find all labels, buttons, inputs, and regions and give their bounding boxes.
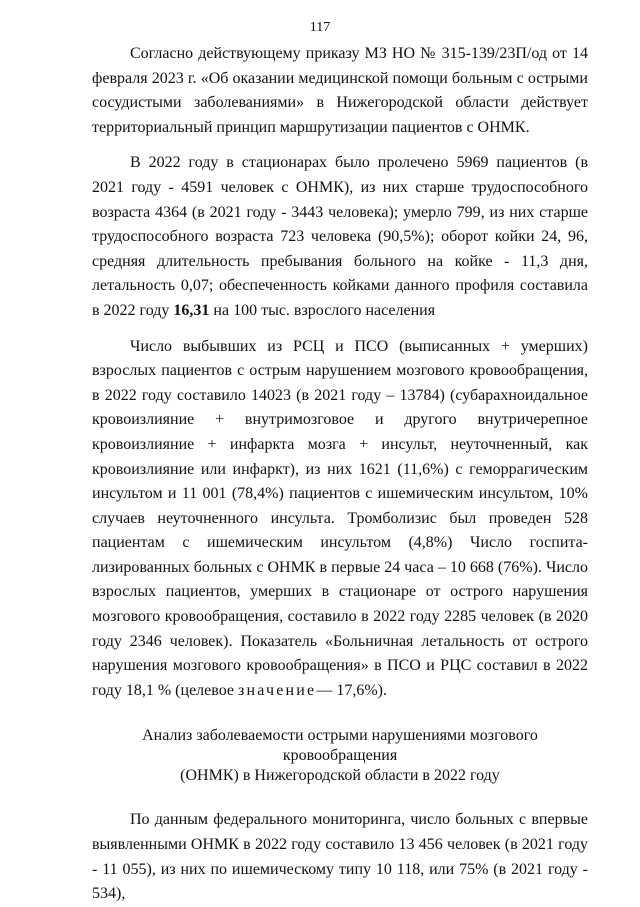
target-value: — 17,6%). — [316, 681, 387, 699]
paragraph-hospital-stats — [92, 151, 588, 323]
paragraph-hospital-stats-text: В 2022 году в стационарах было пролечено 5969 пациентов (в 2021 году - 4591 человек с ОНМК), из них старше трудоспособного возраста 4364 (в 2021 году - 3443 человека); умерло 799, из них старше трудоспособного возраста 723 человека (90,5%); оборот койки 24, 96, средняя длительность пребывания больного на койке - 11,3 дня, летальность 0,07; обеспеченность койками данного профиля составила в 2022 году — [92, 154, 588, 319]
target-value-label: значение — [238, 681, 317, 699]
page-number: 117 — [309, 20, 331, 35]
document-body — [92, 42, 588, 907]
paragraph-order: Согласно действующему приказу МЗ НО № 315-139/23П/од от 14 февраля 2023 г. «Об оказании медицинской помощи больным с острыми сосудистыми заболеваниями» в Нижегородской области действует территориальный принцип маршрутизации пациентов с ОНМК. — [92, 45, 588, 136]
paragraph-hospital-stats-tail: на 100 тыс. взрослого населения — [209, 301, 436, 319]
section-heading — [92, 726, 588, 786]
paragraph-discharged-patients — [92, 335, 588, 704]
paragraph-discharged-text: Число выбывших из РСЦ и ПСО (выписанных + умерших) взрослых пациентов с острым нарушением мозгового кровообращения, в 2022 году составило 14023 (в 2021 году – 13784) (субарахноидальное кровоизлияние + внутримозговое и другого внутричерепное кровоизлияние + инфаркта мозга + инсульт, неуточненный, как кровоизлияние или инфаркт), из них 1621 (11,6%) с геморрагическим инсультом и 11 001 (78,4%) пациентов с ишемическим инсультом, 10% случаев неуточненного инсульта. Тромболизис был проведен 528 пациентам с ишемическим инсультом (4,8%) Число госпитализированных больных с ОНМК в первые 24 часа – 10 668 (76%). Число взрослых пациентов, умерших в стационаре от острого нарушения мозгового кровообращения, составило в 2022 году 2285 человек (в 2020 году 2346 человек). Показатель «Больничная летальность от острого нарушения мозгового кровообращения» в ПСО и РЦС составил в 2022 году 18,1 % (целевое — [92, 337, 588, 699]
section-heading-line-2: (ОНМК) в Нижегородской области в 2022 году — [180, 767, 500, 785]
section-heading-line-1: Анализ заболеваемости острыми нарушениями мозгового кровообращения — [142, 727, 538, 765]
paragraph-federal-monitoring: По данным федерального мониторинга, число больных с впервые выявленными ОНМК в 2022 году составило 13 456 человек (в 2021 году - 11 055), из них по ишемическому типу 10 118, или 75% (в 2021 году - 534), — [92, 811, 588, 903]
bed-provision-value: 16,31 — [173, 301, 210, 319]
